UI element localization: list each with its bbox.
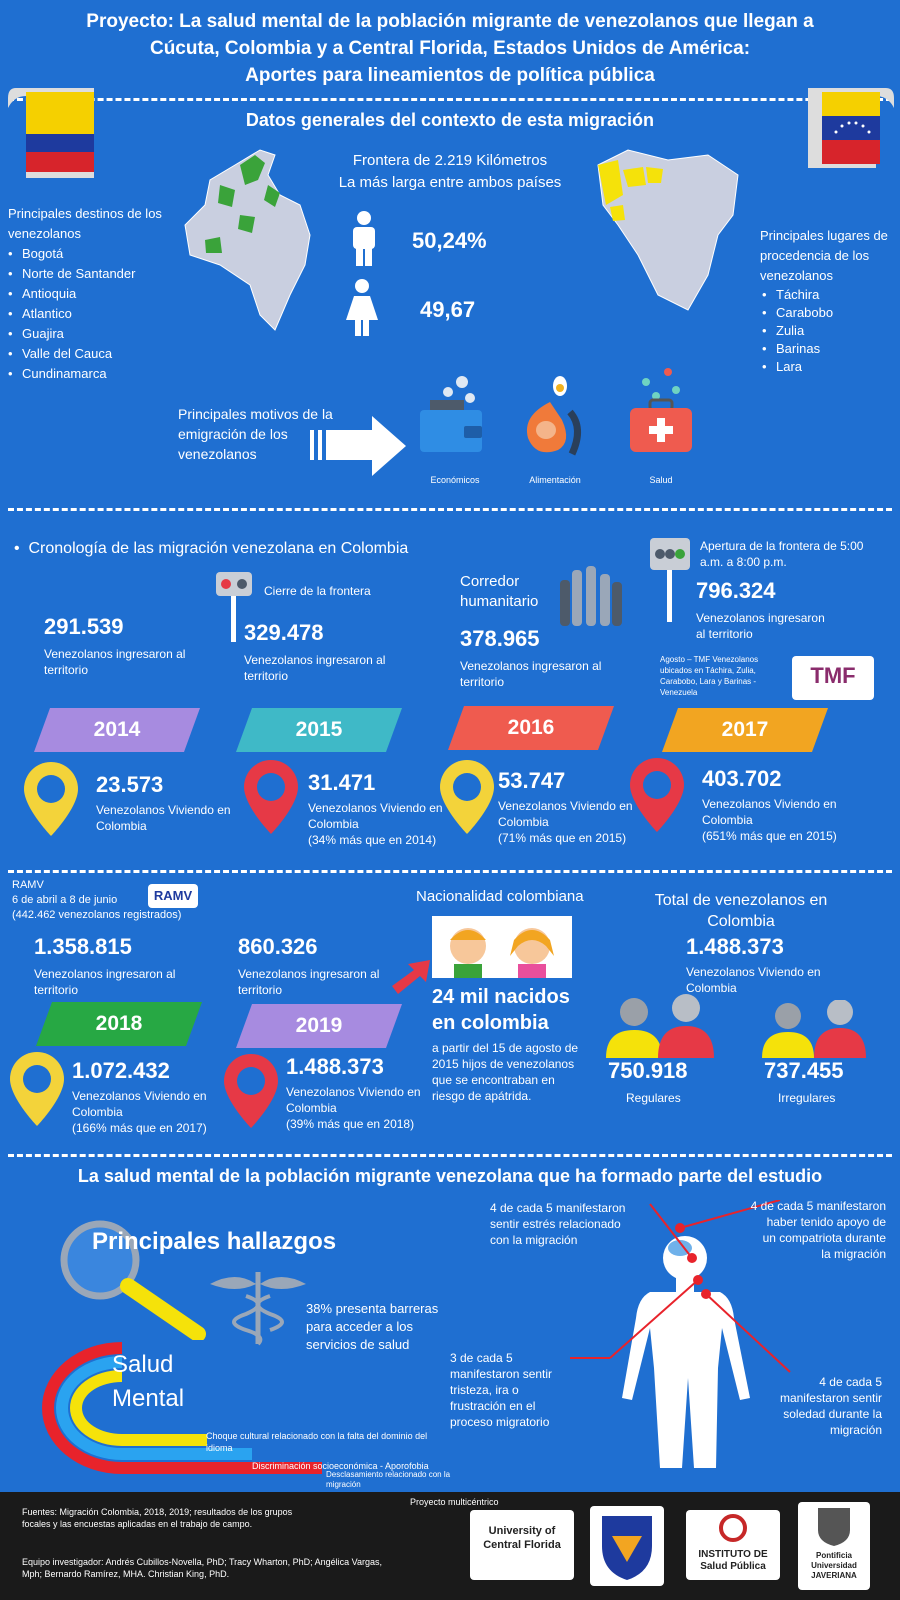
living-note: (71% más que en 2015) <box>498 831 627 845</box>
list-item: • Barinas <box>762 340 896 358</box>
living-value: 31.471 <box>308 770 376 795</box>
entered-label: Venezolanos ingresaron al territorio <box>238 967 380 997</box>
title-line-2: Cúcuta, Colombia y a Central Florida, Estados Unidos de América: <box>149 38 751 59</box>
year-banner-2016 <box>448 706 614 750</box>
entered-label: Venezolanos ingresaron al territorio <box>44 647 186 677</box>
location-pin-icon <box>222 1052 280 1130</box>
destinations-list <box>8 244 188 384</box>
living-value: 1.072.432 <box>72 1058 170 1083</box>
medical-kit-icon <box>626 362 696 458</box>
total-block <box>686 934 826 996</box>
living-value: 53.747 <box>498 768 566 793</box>
tmf-logo <box>792 656 874 700</box>
irregular-value: 737.455 <box>764 1058 844 1083</box>
total-title: Total de venezolanos en Colombia <box>654 892 828 930</box>
isp-emblem-icon <box>686 1510 780 1544</box>
finding-sadness: 3 de cada 5 manifestaron sentir tristeza, ira o frustración en el proceso migratorio <box>450 1351 553 1429</box>
living-value: 23.573 <box>96 772 164 797</box>
udes-logo <box>590 1506 664 1586</box>
location-pin-icon <box>242 758 300 836</box>
colombia-map <box>180 145 320 335</box>
entered-2018 <box>34 934 184 998</box>
mental-health-title: La salud mental de la población migrante venezolana que ha formado parte del estudio <box>77 1166 823 1186</box>
year-banner-2014 <box>34 708 200 752</box>
entered-label: Venezolanos ingresaron al territorio <box>34 967 176 997</box>
entered-value: 860.326 <box>238 934 318 959</box>
tmf-note: Agosto – TMF Venezolanos ubicados en Táchira, Zulia, Carabobo, Lara y Barinas - Venezuela <box>660 655 759 697</box>
entered-2015 <box>244 620 394 684</box>
findings-title: Principales hallazgos <box>92 1228 337 1255</box>
list-item: • Lara <box>762 358 896 376</box>
list-item: • Valle del Cauca <box>8 344 188 364</box>
motives-title: Principales motivos de la emigración de los venezolanos <box>178 406 333 462</box>
list-item: • Carabobo <box>762 304 896 322</box>
living-label: Venezolanos Viviendo en Colombia <box>498 799 633 829</box>
raised-hands-icon <box>552 548 628 628</box>
border-length: Frontera de 2.219 Kilómetros <box>352 152 548 169</box>
year-label: 2019 <box>295 1014 343 1037</box>
entered-value: 796.324 <box>696 578 776 603</box>
page-title <box>0 8 900 89</box>
isp-logo <box>686 1510 780 1580</box>
logo-text: Pontificia Universidad JAVERIANA <box>811 1551 857 1580</box>
salud-mental-line-1: Salud <box>112 1351 174 1378</box>
chronology-title: • Cronología de las migración venezolana en Colombia <box>14 540 409 557</box>
list-item: • Antioquia <box>8 284 188 304</box>
origins-list <box>760 286 896 376</box>
year-banner-2018 <box>36 1002 202 1046</box>
entered-label: Venezolanos ingresaron al territorio <box>460 659 602 689</box>
living-label: Venezolanos Viviendo en Colombia <box>308 801 443 831</box>
chronology-title-text: Cronología de las migración venezolana en Colombia <box>28 540 409 557</box>
divider <box>8 98 892 101</box>
living-label: Venezolanos Viviendo en Colombia <box>72 1089 207 1119</box>
entered-label: Venezolanos ingresaron al territorio <box>244 653 386 683</box>
entered-value: 291.539 <box>44 614 124 639</box>
arc-label-discrimination: Discriminación socioeconómica - Aporofobia <box>252 1461 429 1471</box>
entered-value: 378.965 <box>460 626 540 651</box>
year-label: 2018 <box>95 1012 143 1035</box>
regular-label: Regulares <box>626 1091 681 1105</box>
divider <box>8 870 892 873</box>
living-value: 403.702 <box>702 766 782 791</box>
logo-text: INSTITUTO DE Salud Pública <box>698 1549 768 1572</box>
people-irregular-icon <box>758 1000 870 1058</box>
shield-icon <box>590 1506 664 1586</box>
barriers-text: 38% presenta barreras para acceder a los servicios de salud <box>306 1301 439 1352</box>
destinations-title: Principales destinos de los venezolanos <box>8 206 162 241</box>
entered-2014 <box>44 614 194 678</box>
destinations-block <box>8 204 188 384</box>
food-icon <box>520 372 590 462</box>
location-pin-icon <box>22 760 80 838</box>
list-item: • Bogotá <box>8 244 188 264</box>
footer-sources: Fuentes: Migración Colombia, 2018, 2019; resultados de los grupos focales y las encuestas aplicadas en el trabajo de campo. <box>22 1507 293 1529</box>
context-title: Datos generales del contexto de esta migración <box>245 110 655 130</box>
divider <box>8 508 892 511</box>
javeriana-crest-icon <box>798 1502 870 1546</box>
ramv-block <box>12 878 232 923</box>
living-label: Venezolanos Viviendo en Colombia <box>286 1085 421 1115</box>
entered-label: Venezolanos ingresaron al territorio <box>696 611 825 641</box>
year-label: 2016 <box>507 716 555 739</box>
living-note: (651% más que en 2015) <box>702 829 837 843</box>
ramv-title: RAMV <box>12 879 44 891</box>
venezuela-map <box>588 145 748 315</box>
list-item: • Cundinamarca <box>8 364 188 384</box>
salud-mental-line-2: Mental <box>112 1385 185 1412</box>
footer-project-label: Proyecto multicéntrico <box>410 1497 499 1507</box>
total-value: 1.488.373 <box>686 934 784 959</box>
living-label: Venezolanos Viviendo en Colombia <box>702 797 837 827</box>
total-label: Venezolanos Viviendo en Colombia <box>686 965 821 995</box>
motive-economic: Económicos <box>430 475 480 485</box>
year-label: 2014 <box>93 718 141 741</box>
living-2019 <box>286 1054 426 1132</box>
border-info <box>300 150 600 194</box>
living-2017 <box>702 766 842 844</box>
female-percentage: 49,67 <box>420 297 476 322</box>
list-item: • Guajira <box>8 324 188 344</box>
list-item: • Atlantico <box>8 304 188 324</box>
arrow-up-right-icon <box>390 956 434 996</box>
year-banner-2015 <box>236 708 402 752</box>
living-note: (39% más que en 2018) <box>286 1117 415 1131</box>
title-line-1: Proyecto: La salud mental de la población migrante de venezolanos que llegan a <box>86 11 814 32</box>
divider <box>8 1154 892 1157</box>
irregular-label: Irregulares <box>778 1091 836 1105</box>
title-line-3: Aportes para lineamientos de política pública <box>245 65 655 86</box>
colombia-flag-icon <box>8 88 94 180</box>
year-label: 2017 <box>721 718 769 741</box>
origins-title: Principales lugares de procedencia de los venezolanos <box>760 228 888 283</box>
list-item: • Norte de Santander <box>8 264 188 284</box>
javeriana-logo <box>798 1502 870 1590</box>
ramv-registered: (442.462 venezolanos registrados) <box>12 909 182 921</box>
living-note: (166% más que en 2017) <box>72 1121 207 1135</box>
living-2018 <box>72 1058 212 1136</box>
born-text: a partir del 15 de agosto de 2015 hijos de venezolanos que se encontraban en riesgo de apátrida. <box>432 1041 579 1103</box>
arrow-right-icon <box>310 412 410 480</box>
finding-support: 4 de cada 5 manifestaron haber tenido apoyo de un compatriota durante la migración <box>750 1199 886 1261</box>
ucf-logo <box>470 1510 574 1580</box>
living-note: (34% más que en 2014) <box>308 833 437 847</box>
location-pin-icon <box>8 1050 66 1128</box>
footer-team: Equipo investigador: Andrés Cubillos-Novella, PhD; Tracy Wharton, PhD; Angélica Vargas, Mph; Bernardo Ramírez, MHA. Christian King, PhD. <box>22 1557 383 1579</box>
entered-2016 <box>460 626 610 690</box>
list-item: • Táchira <box>762 286 896 304</box>
entered-value: 1.358.815 <box>34 934 132 959</box>
male-percentage: 50,24% <box>412 228 487 253</box>
ramv-logo <box>148 884 198 908</box>
list-item: • Zulia <box>762 322 896 340</box>
year-label: 2015 <box>295 718 343 741</box>
finding-stress: 4 de cada 5 manifestaron sentir estrés relacionado con la migración <box>490 1201 626 1247</box>
female-icon <box>342 278 382 336</box>
living-2015 <box>308 770 448 848</box>
border-opening-label: Apertura de la frontera de 5:00 a.m. a 8:00 p.m. <box>700 539 864 569</box>
origins-block <box>760 226 896 376</box>
year-banner-2019 <box>236 1004 402 1048</box>
motive-health: Salud <box>649 475 673 485</box>
children-illustration <box>432 916 572 978</box>
arc-label-cultural: Choque cultural relacionado con la falta del dominio del idioma <box>206 1431 428 1453</box>
entered-2019 <box>238 934 388 998</box>
footer <box>0 1492 900 1600</box>
living-2016 <box>498 768 638 846</box>
motive-food: Alimentación <box>529 475 581 485</box>
tmf-logo-text: TMF <box>810 663 856 688</box>
logo-text: University of Central Florida <box>483 1525 561 1551</box>
nationality-title: Nacionalidad colombiana <box>416 888 584 905</box>
border-closure-label: Cierre de la frontera <box>264 584 371 598</box>
finding-loneliness: 4 de cada 5 manifestaron sentir soledad durante la migración <box>779 1375 882 1437</box>
humanitarian-corridor-label: Corredor humanitario <box>460 573 539 610</box>
living-label: Venezolanos Viviendo en Colombia <box>96 803 231 833</box>
salud-mental-label <box>112 1348 184 1416</box>
traffic-light-green-icon <box>648 538 692 624</box>
year-banner-2017 <box>662 708 828 752</box>
border-note: La más larga entre ambos países <box>338 174 562 191</box>
living-value: 1.488.373 <box>286 1054 384 1079</box>
people-regular-icon <box>604 994 716 1058</box>
living-2014 <box>96 772 236 834</box>
regular-value: 750.918 <box>608 1058 688 1083</box>
ramv-logo-text: RAMV <box>153 888 193 903</box>
ramv-dates: 6 de abril a 8 de junio <box>12 894 118 906</box>
entered-value: 329.478 <box>244 620 324 645</box>
wallet-icon <box>418 372 488 456</box>
arc-label-declassing: Desclasamiento relacionado con la migración <box>326 1470 451 1489</box>
male-icon <box>346 210 382 266</box>
born-title: 24 mil nacidos en colombia <box>432 986 570 1034</box>
entered-2017 <box>696 578 836 642</box>
